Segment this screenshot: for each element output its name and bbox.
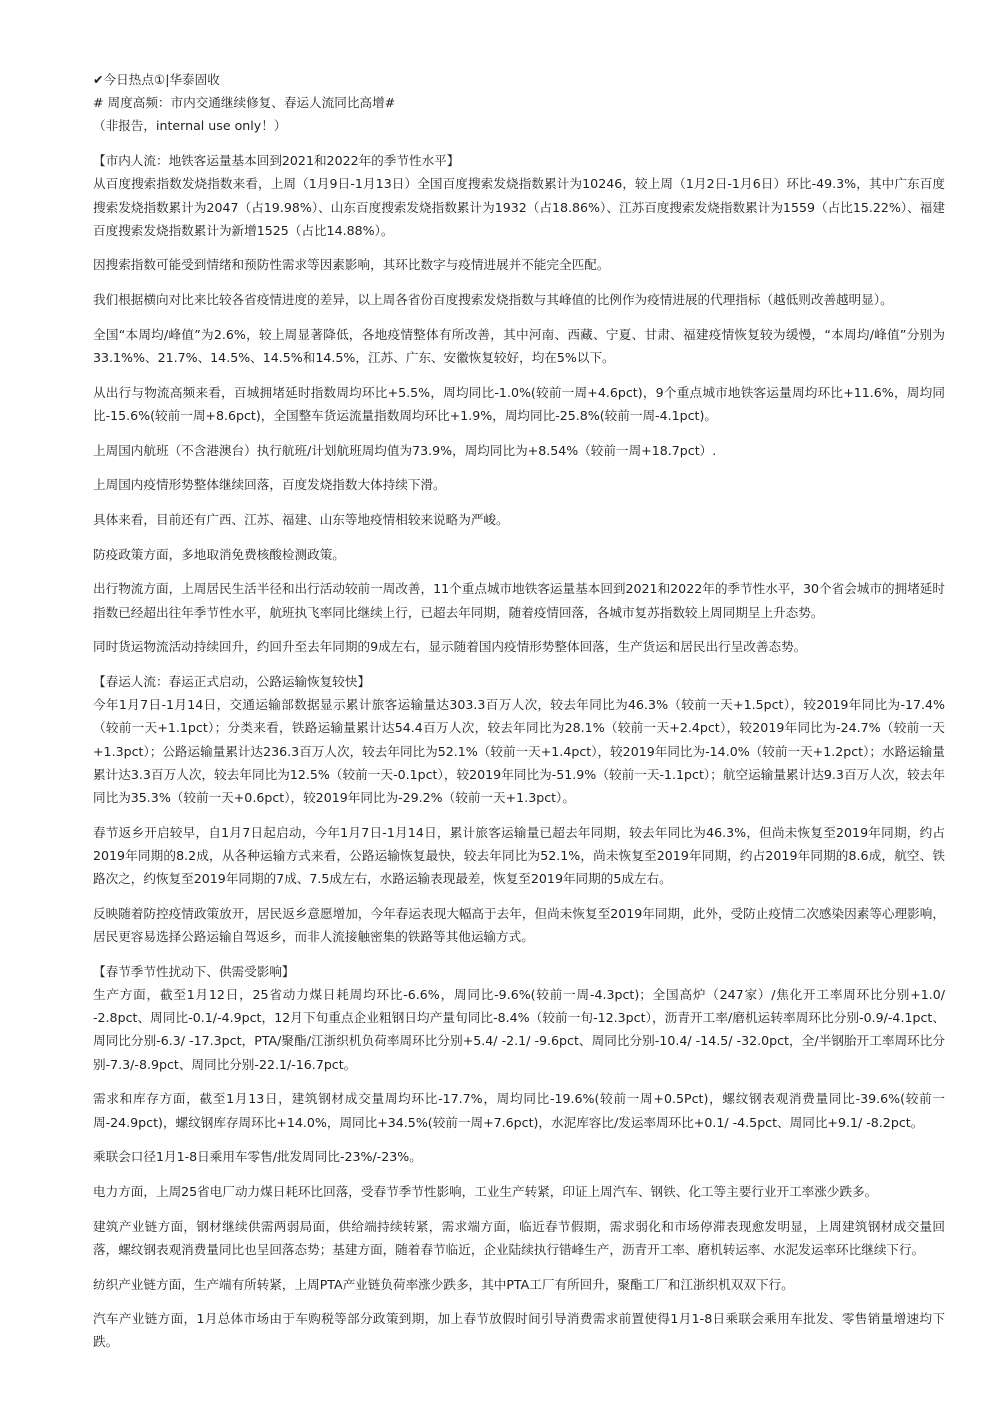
paragraph: 电力方面，上周25省电厂动力煤日耗环比回落，受春节季节性影响，工业生产转紧，印证上周汽车、钢铁、化工等主要行业开工率涨少跌多。	[93, 1183, 878, 1199]
paragraph: 纺织产业链方面，生产端有所转紧，上周PTA产业链负荷率涨少跌多，其中PTA工厂有所回升，聚酯工厂和江浙织机双双下行。	[93, 1276, 794, 1292]
paragraph: 乘联会口径1月1-8日乘用车零售/批发周同比-23%/-23%。	[93, 1149, 422, 1165]
paragraph: 上周国内航班（不含港澳台）执行航班/计划航班周均值为73.9%，周均同比为+8.54%（较前一周+18.7pct）.	[93, 442, 717, 458]
internal-note: （非报告，internal use only！）	[93, 118, 287, 134]
paragraph: 需求和库存方面，截至1月13日，建筑钢材成交量周均环比-17.7%，周均同比-19.6%(较前一周+0.5Pct)，螺纹钢表观消费量同比-39.6%(较前一周-24.9pct)，螺纹钢库存周环比+14.0%，周同比+34.5%(较前一周+7.6pct)，水泥库容比/发运率周环比+0.1/ -4.5pct、周同比+9.1/ -8.2pct。	[93, 1091, 945, 1130]
paragraph: 汽车产业链方面，1月总体市场由于车购税等部分政策到期，加上春节放假时间引导消费需求前置使得1月1-8日乘联会乘用车批发、零售销量增速均下跌。	[93, 1311, 945, 1350]
section-title-urban-traffic: 【市内人流：地铁客运量基本回到2021和2022年的季节性水平】	[93, 153, 460, 169]
paragraph: 建筑产业链方面，钢材继续供需两弱局面，供给端持续转紧，需求端方面，临近春节假期，需求弱化和市场停滞表现愈发明显，上周建筑钢材成交量回落，螺纹钢表观消费量同比也呈回落态势；基建方面，随着春节临近，企业陆续执行错峰生产，沥青开工率、磨机转运率、水泥发运率环比继续下行。	[93, 1218, 945, 1257]
paragraph: 全国“本周均/峰值”为2.6%，较上周显著降低，各地疫情整体有所改善，其中河南、西藏、宁夏、甘肃、福建疫情恢复较为缓慢，“本周均/峰值”分别为33.1%%、21.7%、14.5%、14.5%和14.5%，江苏、广东、安徽恢复较好，均在5%以下。	[93, 326, 945, 366]
paragraph: 防疫政策方面，多地取消免费核酸检测政策。	[93, 546, 345, 562]
hot-topic-line: ✔今日热点①|华泰固收	[93, 72, 220, 87]
section-title-supply-demand: 【春节季节性扰动下、供需受影响】	[93, 963, 295, 979]
paragraph: 我们根据横向对比来比较各省疫情进度的差异，以上周各省份百度搜索发烧指数与其峰值的比例作为疫情进展的代理指标（越低则改善越明显）。	[93, 292, 893, 308]
paragraph: 同时货运物流活动持续回升，约回升至去年同期的9成左右，显示随着国内疫情形势整体回落，生产货运和居民出行呈改善态势。	[93, 639, 807, 655]
paragraph: 具体来看，目前还有广西、江苏、福建、山东等地疫情相较来说略为严峻。	[93, 512, 509, 528]
report-title: # 周度高频：市内交通继续修复、春运人流同比高增#	[93, 95, 396, 111]
paragraph: 从百度搜索指数发烧指数来看，上周（1月9日-1月13日）全国百度搜索发烧指数累计为10246，较上周（1月2日-1月6日）环比-49.3%，其中广东百度搜索发烧指数累计为2047（占19.98%）、山东百度搜索发烧指数累计为1932（占18.86%）、江苏百度搜索发烧指数累计为1559（占比15.22%）、福建百度搜索发烧指数累计为新增1525（占比14.88%）。	[93, 176, 945, 238]
paragraph: 今年1月7日-1月14日，交通运输部数据显示累计旅客运输量达303.3百万人次，较去年同比为46.3%（较前一天+1.5pct），较2019年同比为-17.4%（较前一天+1.1pct）；分类来看，铁路运输量累计达54.4百万人次，较去年同比为28.1%（较前一天+2.4pct），较2019年同比为-24.7%（较前一天+1.3pct）；公路运输量累计达236.3百万人次，较去年同比为52.1%（较前一天+1.4pct），较2019年同比为-14.0%（较前一天+1.2pct）；水路运输量累计达3.3百万人次，较去年同比为12.5%（较前一天-0.1pct），较2019年同比为-51.9%（较前一天-1.1pct）；航空运输量累计达9.3百万人次，较去年同比为35.3%（较前一天+0.6pct），较2019年同比为-29.2%（较前一天+1.3pct）。	[93, 697, 945, 806]
paragraph: 上周国内疫情形势整体继续回落，百度发烧指数大体持续下滑。	[93, 477, 446, 493]
paragraph: 反映随着防控疫情政策放开，居民返乡意愿增加，今年春运表现大幅高于去年，但尚未恢复至2019年同期，此外，受防止疫情二次感染因素等心理影响，居民更容易选择公路运输自驾返乡，而非人流接触密集的铁路等其他运输方式。	[93, 905, 945, 945]
section-title-spring-travel: 【春运人流：春运正式启动，公路运输恢复较快】	[93, 674, 371, 690]
document-page	[93, 68, 945, 1365]
paragraph: 从出行与物流高频来看，百城拥堵延时指数周均环比+5.5%，周均同比-1.0%(较前一周+4.6pct)，9个重点城市地铁客运量周均环比+11.6%，周均同比-15.6%(较前一周+8.6pct)，全国整车货运流量指数周均环比+1.9%，周均同比-25.8%(较前一周-4.1pct)。	[93, 384, 945, 423]
paragraph: 因搜索指数可能受到情绪和预防性需求等因素影响，其环比数字与疫情进展并不能完全匹配。	[93, 257, 610, 273]
paragraph: 出行物流方面，上周居民生活半径和出行活动较前一周改善，11个重点城市地铁客运量基本回到2021和2022年的季节性水平，30个省会城市的拥堵延时指数已经超出往年季节性水平，航班执飞率同比继续上行，已超去年同期，随着疫情回落，各城市复苏指数较上周同期呈上升态势。	[93, 581, 945, 620]
paragraph: 春节返乡开启较早，自1月7日起启动，今年1月7日-1月14日，累计旅客运输量已超去年同期，较去年同比为46.3%，但尚未恢复至2019年同期，约占2019年同期的8.2成，从各种运输方式来看，公路运输恢复最快，较去年同比为52.1%，尚未恢复至2019年同期，约占2019年同期的8.6成，航空、铁路次之，约恢复至2019年同期的7成、7.5成左右，水路运输表现最差，恢复至2019年同期的5成左右。	[93, 824, 945, 887]
paragraph: 生产方面，截至1月12日，25省动力煤日耗周均环比-6.6%，周同比-9.6%(较前一周-4.3pct)；全国高炉（247家）/焦化开工率周环比分别+1.0/ -2.8pct、周同比-0.1/-4.9pct，12月下旬重点企业粗钢日均产量旬同比-8.4%（较前一旬-12.3pct），沥青开工率/磨机运转率周环比分别-0.9/-4.1pct、周同比分别-6.3/ -17.3pct，PTA/聚酯/江浙织机负荷率周环比分别+5.4/ -2.1/ -9.6pct、周同比分别-10.4/ -14.5/ -32.0pct，全/半钢胎开工率周环比分别-7.3/-8.9pct、周同比分别-22.1/-16.7pct。	[93, 987, 945, 1072]
